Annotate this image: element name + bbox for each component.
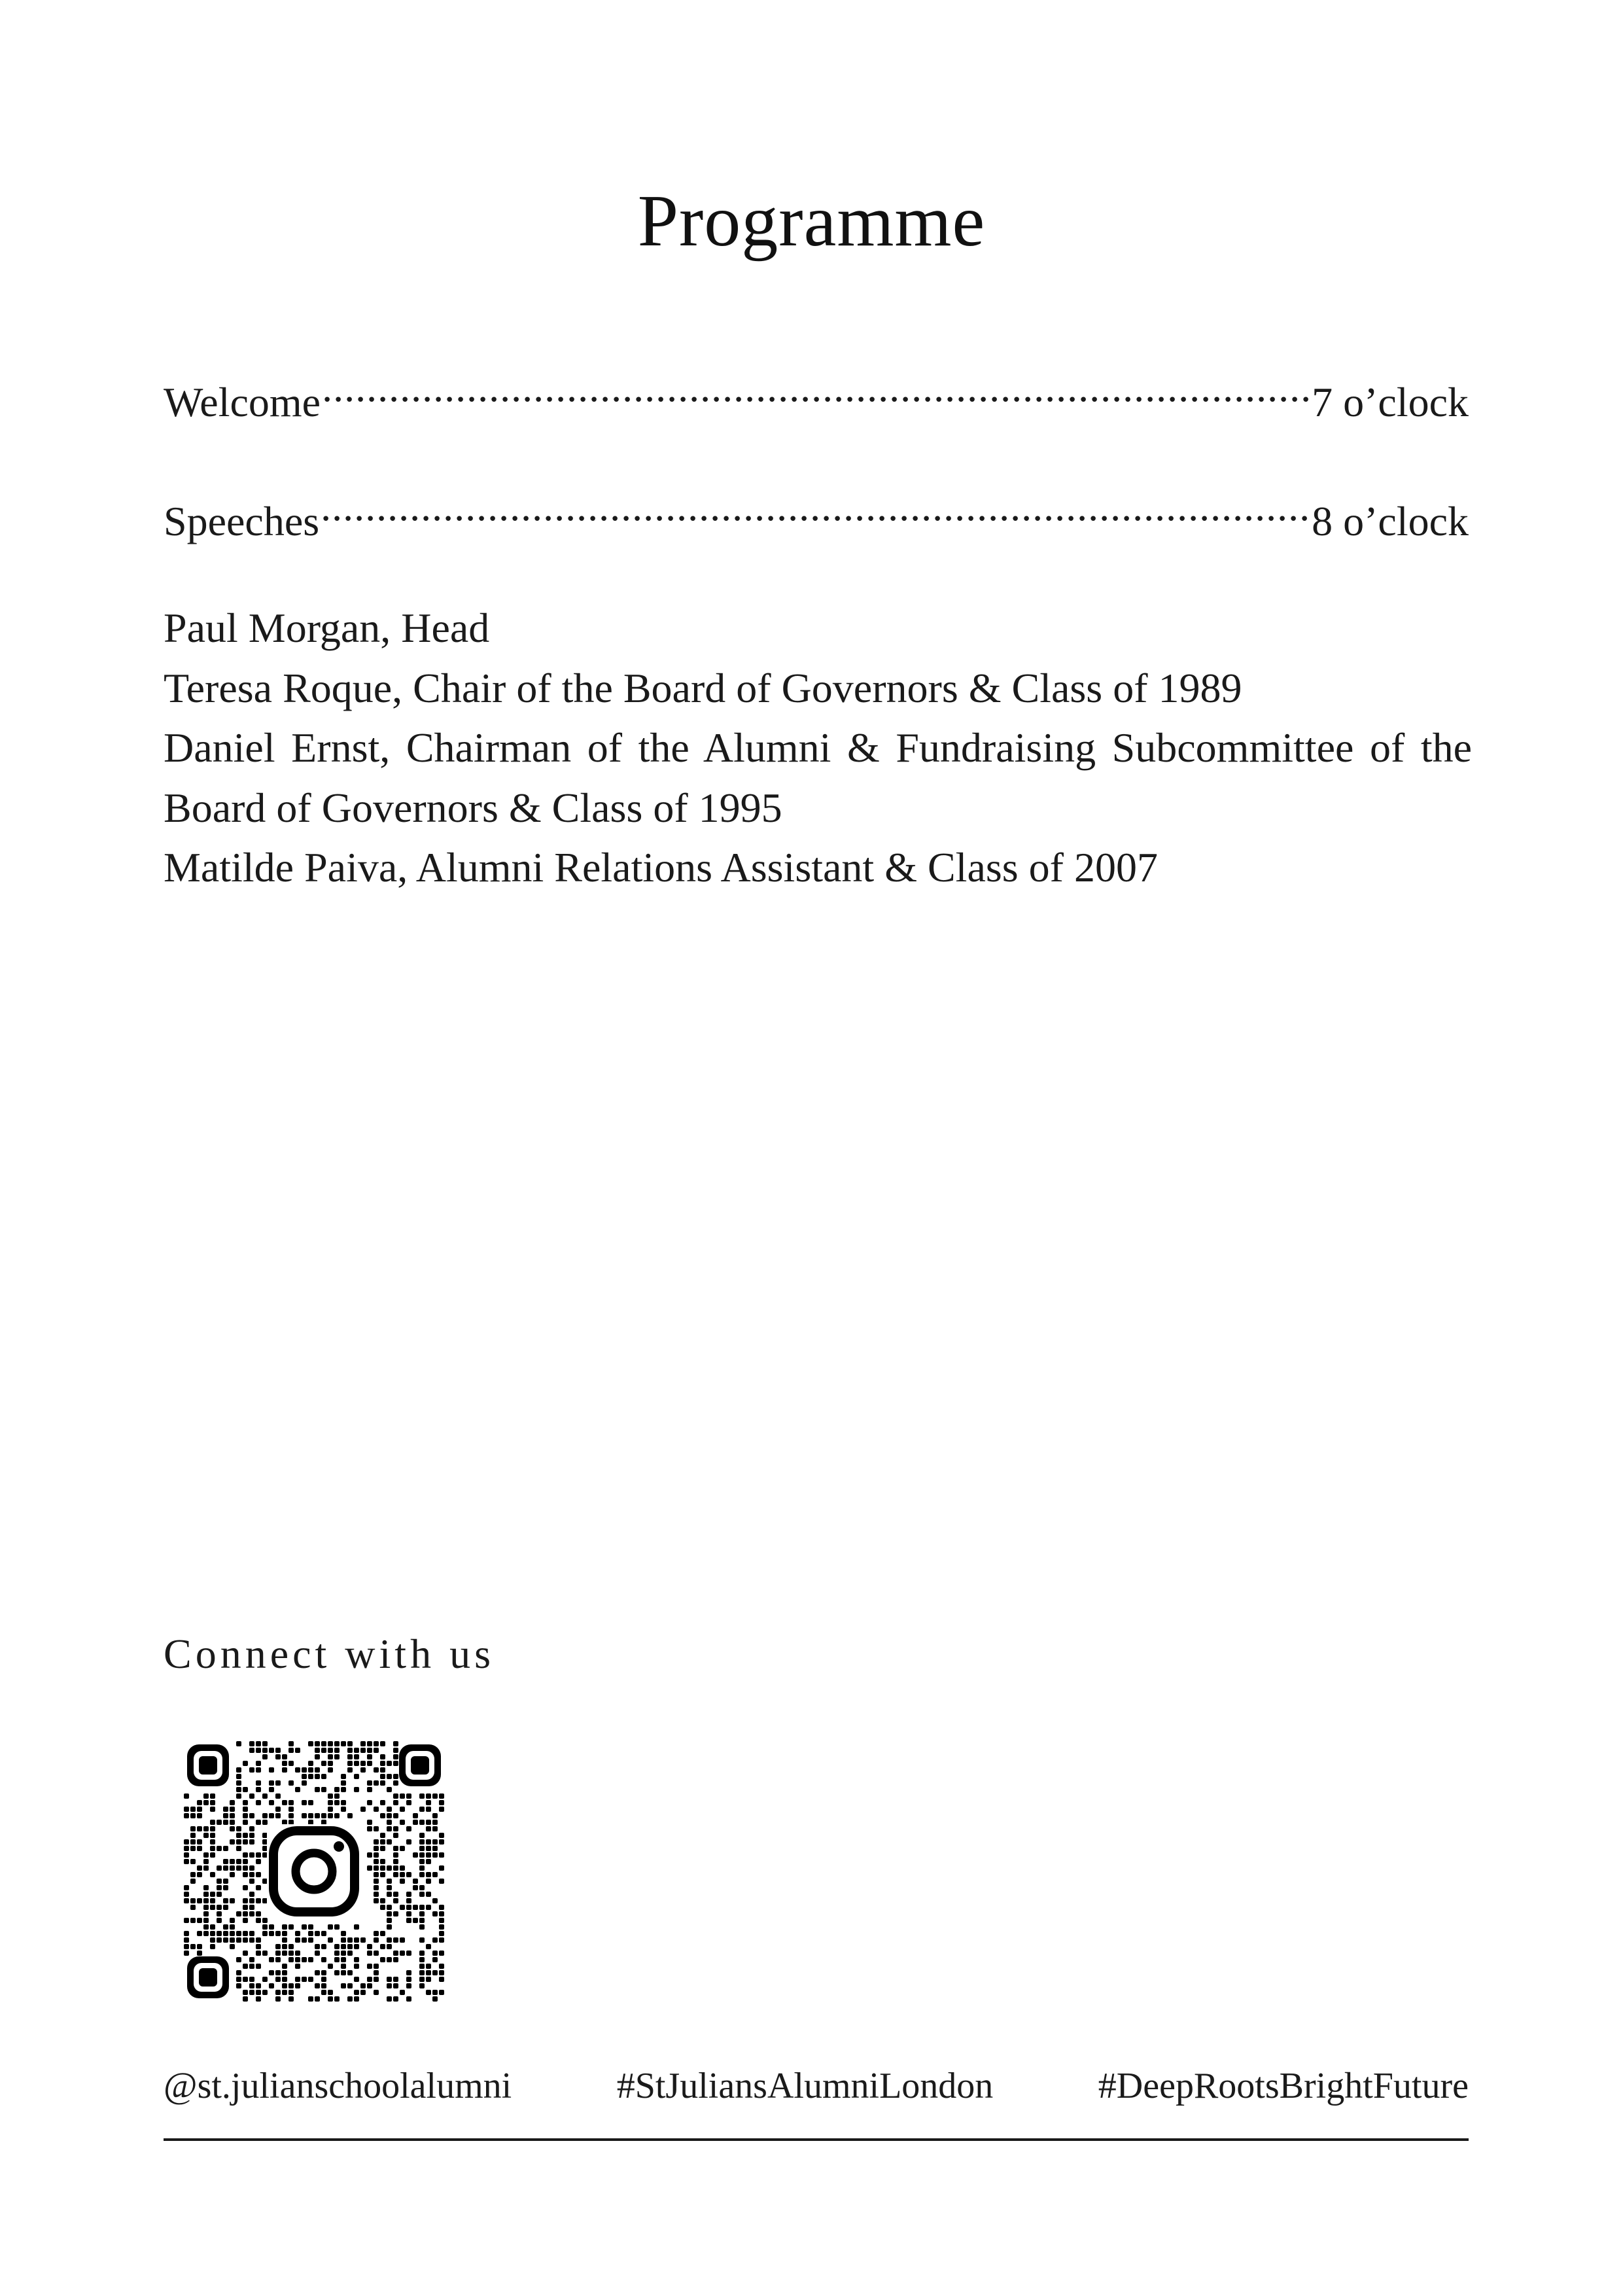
schedule-time: 7 o’clock [1312,379,1469,425]
footer-social [164,2060,1469,2112]
instagram-qr-code[interactable] [183,1740,445,2002]
instagram-icon [267,1824,361,1918]
speaker-line: Matilde Paiva, Alumni Relations Assistant & Class of 2007 [164,844,1158,891]
speaker-line: Board of Governors & Class of 1995 [164,784,782,831]
qr-finder-top-left [187,1744,229,1786]
page-title: Programme [637,181,986,262]
hashtag-deep-roots: #DeepRootsBrightFuture [1098,2066,1469,2106]
schedule-time: 8 o’clock [1312,498,1469,544]
footer-divider [164,2138,1469,2141]
qr-code-icon [183,1740,445,2002]
dot-leader [322,364,1310,416]
hashtag-alumni-london: #StJuliansAlumniLondon [616,2066,994,2106]
dot-leader [321,483,1310,535]
connect-heading: Connect with us [164,1631,495,1677]
schedule-label: Speeches [164,498,320,544]
speakers-list [164,598,1472,898]
qr-finder-top-right [399,1744,441,1786]
schedule-label: Welcome [164,379,321,425]
schedule-row-speeches [164,483,1469,548]
speaker-line: Teresa Roque, Chair of the Board of Governors & Class of 1989 [164,664,1242,711]
speaker-line: Daniel Ernst, Chairman of the Alumni & Fundraising Subcommittee of the [164,724,1472,771]
speaker-line: Paul Morgan, Head [164,605,490,651]
instagram-handle: @st.julianschoolalumni [164,2066,512,2106]
schedule-row-welcome [164,364,1469,429]
qr-finder-bottom-left [187,1956,229,1998]
